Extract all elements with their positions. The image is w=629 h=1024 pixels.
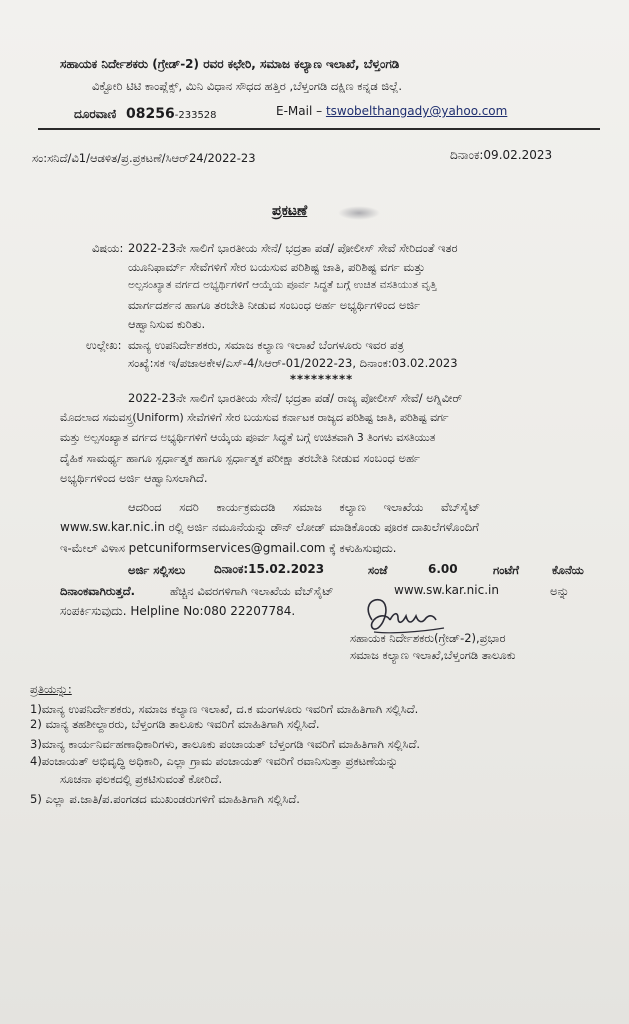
- application-email-link[interactable]: petcuniformservices@gmail.com: [128, 541, 326, 555]
- subject-line-5: ಆಹ್ವಾನಿಸುವ ಕುರಿತು.: [128, 317, 206, 331]
- reference-number: ಸಂ:ಸನಿದೆ/ವಿ1/ಆಡಳಿತ/ಪ್ರ.ಪ್ರಕಟಣೆ/ಸಿಆರ್24/2022-23: [32, 151, 256, 165]
- deadline-hours: ಗಂಟೆಗೆ: [493, 563, 519, 577]
- copy-item-4: 4)ಪಂಚಾಯತ್ ಅಭಿವೃದ್ಧಿ ಅಧಿಕಾರಿ, ಎಲ್ಲಾ ಗ್ರಾಮ ಪಂಚಾಯತ್ ಇವರಿಗೆ ರವಾನಿಸುತ್ತಾ ಪ್ರಕಟಣೆಯನ್ನು: [30, 754, 399, 768]
- para1-line-5: ಅಭ್ಯರ್ಥಿಗಳಿಂದ ಅರ್ಜಿ ಆಹ್ವಾನಿಸಲಾಗಿದೆ.: [60, 471, 208, 485]
- office-heading: ಸಹಾಯಕ ನಿರ್ದೇಶಕರು (ಗ್ರೇಡ್-2) ರವರ ಕಛೇರಿ, ಸಮಾಜ ಕಲ್ಯಾಣ ಇಲಾಖೆ, ಬೆಳ್ತಂಗಡಿ: [60, 57, 400, 71]
- para1-line-2: ಮೊದಲಾದ ಸಮವಸ್ತ್ರ(Uniform) ಸೇವೆಗಳಿಗೆ ಸೇರ ಬಯಸುವ ಕರ್ನಾಟಕ ರಾಜ್ಯದ ಪರಿಶಿಷ್ಟ ಜಾತಿ, ಪರಿಶಿಷ್ಟ ವರ್ಗ: [60, 411, 449, 424]
- references-line-1: ಮಾನ್ಯ ಉಪನಿರ್ದೇಶಕರು, ಸಮಾಜ ಕಲ್ಯಾಣ ಇಲಾಖೆ ಬೆಂಗಳೂರು ಇವರ ಪತ್ರ: [128, 338, 404, 352]
- subject-line-4: ಮಾರ್ಗದರ್ಶನ ಹಾಗೂ ತರಬೇತಿ ನೀಡುವ ಸಂಬಂಧ ಅರ್ಹ ಅಭ್ಯರ್ಥಿಗಳಿಂದ ಅರ್ಜಿ: [128, 298, 421, 312]
- references-label: ಉಲ್ಲೇಖ:: [86, 338, 122, 352]
- subject-line-2: ಯೂನಿಫಾರ್ಮ್ ಸೇವೆಗಳಿಗೆ ಸೇರ ಬಯಸುವ ಪರಿಶಿಷ್ಟ ಜಾತಿ, ಪರಿಶಿಷ್ಟ ವರ್ಗ ಮತ್ತು: [128, 260, 425, 274]
- reference-date: ದಿನಾಂಕ:09.02.2023: [450, 148, 553, 162]
- para1-line-4: ದೈಹಿಕ ಸಾಮರ್ಥ್ಯ ಹಾಗೂ ಸ್ಪರ್ಧಾತ್ಮಕ ಹಾಗೂ ಸ್ಪರ್ಧಾತ್ಮಕ ಪರೀಕ್ಷಾ ತರಬೇತಿ ನೀಡುವ ಸಂಬಂಧ ಅರ್ಹ: [60, 451, 421, 465]
- separator-stars: *********: [290, 372, 354, 386]
- para2-line-3: [60, 541, 396, 556]
- email-link[interactable]: tswobelthangady@yahoo.com: [325, 104, 508, 118]
- email-line: [276, 104, 507, 118]
- copy-item-4-continued: ಸೂಚನಾ ಫಲಕದಲ್ಲಿ ಪ್ರಕಟಿಸುವಂತೆ ಕೋರಿದೆ.: [60, 772, 223, 786]
- deadline-evening: ಸಂಜೆ: [368, 563, 388, 577]
- copy-item-2: 2) ಮಾನ್ಯ ತಹಶೀಲ್ದಾರರು, ಬೆಳ್ತಂಗಡಿ ತಾಲೂಕು ಇವರಿಗೆ ಮಾಹಿತಿಗಾಗಿ ಸಲ್ಲಿಸಿದೆ.: [30, 717, 320, 731]
- notice-title: ಪ್ರಕಟಣೆ: [272, 203, 308, 219]
- para2-website-link[interactable]: www.sw.kar.nic.in: [60, 520, 165, 534]
- deadline-line-2: ದಿನಾಂಕವಾಗಿರುತ್ತದೆ.: [60, 584, 135, 598]
- copy-item-1: 1)ಮಾನ್ಯ ಉಪನಿರ್ದೇಶಕರು, ಸಮಾಜ ಕಲ್ಯಾಣ ಇಲಾಖೆ, ದ.ಕ ಮಂಗಳೂರು ಇವರಿಗೆ ಮಾಹಿತಿಗಾಗಿ ಸಲ್ಲಿಸಿದೆ.: [30, 702, 419, 716]
- contact-line: ಸಂಪರ್ಕಿಸುವುದು. Helpline No:080 22207784.: [60, 604, 296, 618]
- email-address-suffix: ಕ್ಕೆ ಕಳುಹಿಸುವುದು.: [329, 541, 397, 555]
- phone-label: ದೂರವಾಣಿ: [74, 107, 117, 121]
- references-line-2: ಸಂಖ್ಯೆ:ಸಕ ಇ/ಪಜಾಅಕೇಳ/ಎಸ್-4/ಸಿಆರ್-01/2022-23, ದಿನಾಂಕ:03.02.2023: [128, 356, 458, 370]
- office-address: ವಿಕ್ಟೋರಿ ಟಿಟಿ ಕಾಂಪ್ಲೆಕ್ಸ್, ಮಿನಿ ವಿಧಾನ ಸೌಧದ ಹತ್ತಿರ ,ಬೆಳ್ತಂಗಡಿ ದಕ್ಷಿಣ ಕನ್ನಡ ಜಿಲ್ಲೆ.: [92, 79, 403, 93]
- header-divider: [38, 128, 600, 130]
- deadline-date: ದಿನಾಂಕ:15.02.2023: [214, 562, 325, 576]
- signatory-department: ಸಮಾಜ ಕಲ್ಯಾಣ ಇಲಾಖೆ,ಬೆಳ್ತಂಗಡಿ ತಾಲೂಕು: [350, 648, 516, 662]
- more-info-website-link[interactable]: www.sw.kar.nic.in: [394, 583, 499, 597]
- para2-line-2-text: ರಲ್ಲಿ ಅರ್ಜಿ ನಮೂನೆಯನ್ನು ಡೌನ್ ಲೋಡ್ ಮಾಡಿಕೊಂಡು ಪೂರಕ ದಾಖಲೆಗಳೊಂದಿಗೆ: [168, 520, 479, 534]
- ink-smudge: [338, 206, 380, 220]
- phone-ext: -233528: [174, 110, 217, 121]
- deadline-time: 6.00: [428, 562, 458, 576]
- phone-main: 08256: [126, 106, 175, 122]
- deadline-last: ಕೊನೆಯ: [552, 563, 584, 577]
- subject-line-3: ಅಲ್ಪಸಂಖ್ಯಾತ ವರ್ಗದ ಅಭ್ಯರ್ಥಿಗಳಿಗೆ ಆಯ್ಕೆಯ ಪೂರ್ವ ಸಿದ್ಧತೆ ಬಗ್ಗೆ ಉಚಿತ ವಸತಿಯುತ ವೃತ್ತಿ: [128, 279, 437, 291]
- email-label: E-Mail –: [276, 104, 323, 118]
- para2-line-1: ಆದರಿಂದ ಸದರಿ ಕಾರ್ಯಕ್ರಮದಡಿ ಸಮಾಜ ಕಲ್ಯಾಣ ಇಲಾಖೆಯ ವೆಬ್‌ಸೈಟ್: [128, 500, 481, 514]
- more-info-suffix: ಅನ್ನು: [550, 584, 570, 598]
- email-address-prefix: ಇ-ಮೇಲ್ ವಿಳಾಸ: [60, 541, 125, 555]
- subject-label: ವಿಷಯ:: [92, 241, 124, 255]
- para1-line-1: 2022-23ನೇ ಸಾಲಿಗೆ ಭಾರತೀಯ ಸೇನೆ/ ಭದ್ರತಾ ಪಡೆ/ ರಾಜ್ಯ ಪೋಲೀಸ್ ಸೇವೆ/ ಅಗ್ನಿವೀರ್: [128, 391, 463, 405]
- subject-line-1: 2022-23ನೇ ಸಾಲಿಗೆ ಭಾರತೀಯ ಸೇನೆ/ ಭದ್ರತಾ ಪಡೆ/ ಪೋಲೀಸ್ ಸೇವೆ ಸೇರಿದಂತೆ ಇತರ: [128, 241, 458, 255]
- para2-line-2: [60, 520, 479, 535]
- copy-item-3: 3)ಮಾನ್ಯ ಕಾರ್ಯನಿರ್ವಹಣಾಧಿಕಾರಿಗಳು, ತಾಲೂಕು ಪಂಚಾಯತ್ ಬೆಳ್ತಂಗಡಿ ಇವರಿಗೆ ಮಾಹಿತಿಗಾಗಿ ಸಲ್ಲಿಸಿದೆ.: [30, 737, 421, 751]
- deadline-label: ಅರ್ಜಿ ಸಲ್ಲಿಸಲು: [128, 563, 186, 577]
- para1-line-3: ಮತ್ತು ಅಲ್ಪಸಂಖ್ಯಾತ ವರ್ಗದ ಅಭ್ಯರ್ಥಿಗಳಿಗೆ ಆಯ್ಕೆಯ ಪೂರ್ವ ಸಿದ್ಧತೆ ಬಗ್ಗೆ ಉಚಿತವಾಗಿ 3 ತಿಂಗಳು ವಸತಿಯುತ: [60, 431, 436, 444]
- phone-line: [74, 106, 217, 122]
- copies-label: ಪ್ರತಿಯನ್ನು:: [30, 682, 72, 696]
- more-info-text: ಹೆಚ್ಚಿನ ವಿವರಗಳಿಗಾಗಿ ಇಲಾಖೆಯ ವೆಬ್‌ಸೈಟ್: [170, 584, 334, 598]
- copy-item-5: 5) ಎಲ್ಲಾ ಪ.ಜಾತಿ/ಪ.ಪಂಗಡದ ಮುಖಂಡರುಗಳಿಗೆ ಮಾಹಿತಿಗಾಗಿ ಸಲ್ಲಿಸಿದೆ.: [30, 792, 300, 806]
- signatory-designation: ಸಹಾಯಕ ನಿರ್ದೇಶಕರು(ಗ್ರೇಡ್-2),ಪ್ರಭಾರ: [350, 631, 506, 645]
